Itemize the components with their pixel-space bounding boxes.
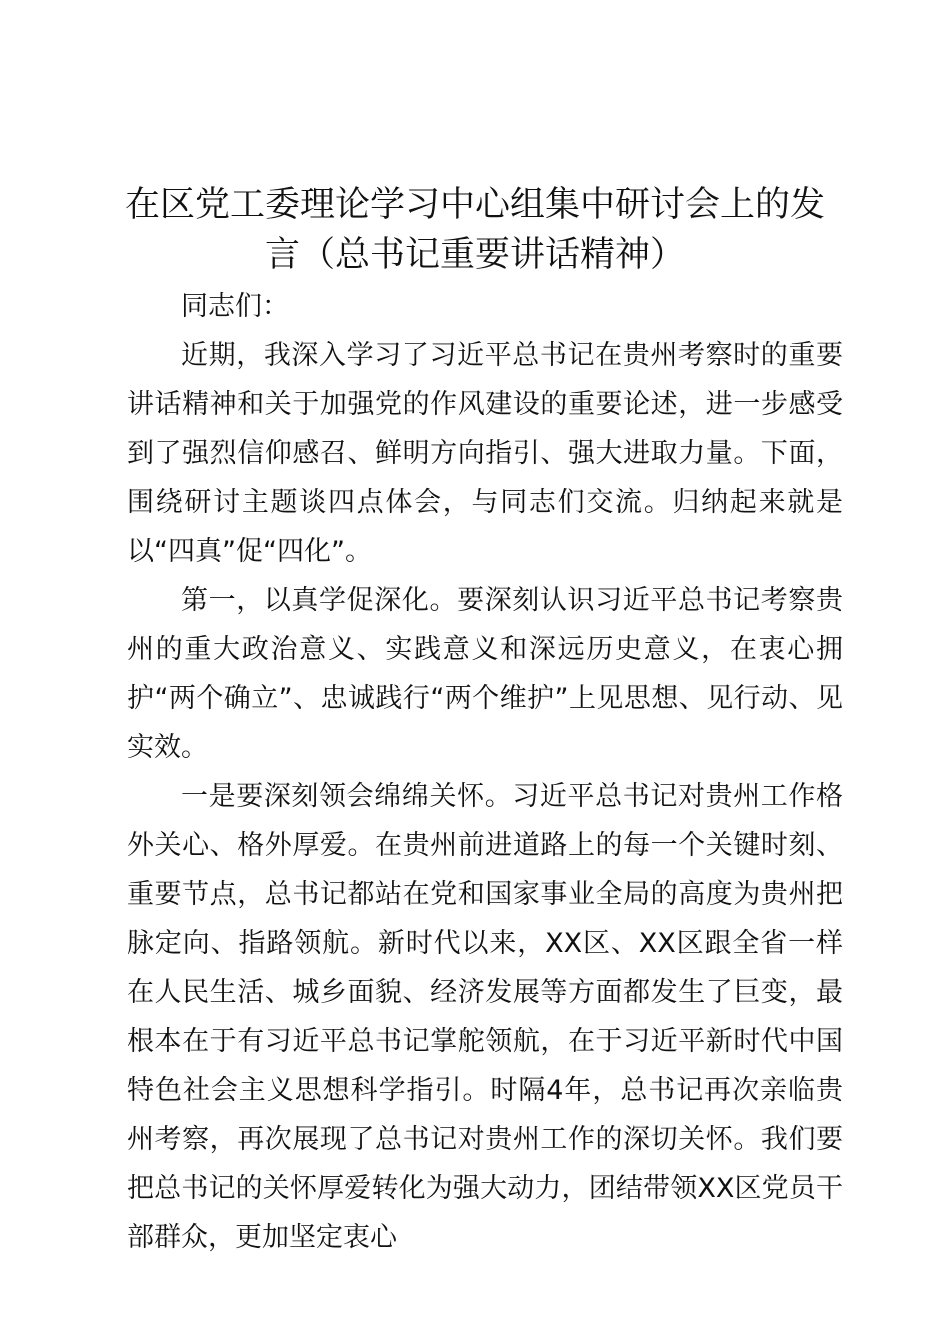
paragraph-sub-point-one: 一是要深刻领会绵绵关怀。习近平总书记对贵州工作格外关心、格外厚爱。在贵州前进道路上的每一个关键时刻、重要节点，总书记都站在党和国家事业全局的高度为贵州把脉定向、指路领航。新时代以来，XX区、XX区跟全省一样在人民生活、城乡面貌、经济发展等方面都发生了巨变，最根本在于有习近平总书记掌舵领航，在于习近平新时代中国特色社会主义思想科学指引。时隔4年，总书记再次亲临贵州考察，再次展现了总书记对贵州工作的深切关怀。我们要把总书记的关怀厚爱转化为强大动力，团结带领XX区党员干部群众，更加坚定衷心	[127, 781, 843, 1253]
paragraph-first-point: 第一，以真学促深化。要深刻认识习近平总书记考察贵州的重大政治意义、实践意义和深远历史意义，在衷心拥护“两个确立”、忠诚践行“两个维护”上见思想、见行动、见实效。	[127, 585, 843, 763]
greeting: 同志们：	[181, 291, 289, 322]
document-title: 在区党工委理论学习中心组集中研讨会上的发言（总书记重要讲话精神）	[124, 185, 825, 275]
paragraph-intro: 近期，我深入学习了习近平总书记在贵州考察时的重要讲话精神和关于加强党的作风建设的重要论述，进一步感受到了强烈信仰感召、鲜明方向指引、强大进取力量。下面，围绕研讨主题谈四点体会，与同志们交流。归纳起来就是以“四真”促“四化”。	[127, 340, 843, 567]
document-body	[127, 282, 843, 1262]
